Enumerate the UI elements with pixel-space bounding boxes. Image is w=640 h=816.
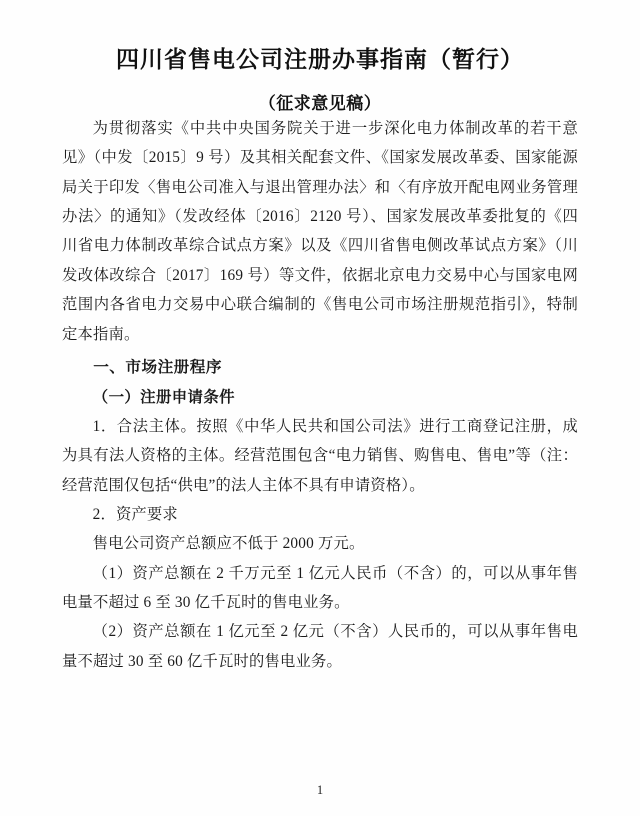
list-item: 1．合法主体。按照《中华人民共和国公司法》进行工商登记注册，成为具有法人资格的主体。经营范围包含“电力销售、购售电、售电”等（注：经营范围仅包括“供电”的法人主体不具有申请资格）。 [62,417,578,494]
page-subtitle: （征求意见稿） [258,94,382,114]
list-item: 售电公司资产总额应不低于 2000 万元。 [92,535,365,553]
list-item: （1）资产总额在 2 千万元至 1 亿元人民币（不含）的，可以从事年售电量不超过 6 至 30 亿千瓦时的售电业务。 [62,564,578,611]
page-number: 1 [316,783,324,797]
opening-paragraph: 为贯彻落实《中共中央国务院关于进一步深化电力体制改革的若干意见》（中发〔2015〕9 号）及其相关配套文件、《国家发展改革委、国家能源局关于印发〈售电公司准入与退出管理办法〉和〈有序放开配电网业务管理办法〉的通知》（发改经体〔2016〕2120 号）、国家发展改革委批复的《四川省电力体制改革综合试点方案》以及《四川省售电侧改革试点方案》（川发改体改综合〔2017〕169 号）等文件，依据北京电力交易中心与国家电网范围内各省电力交易中心联合编制的《售电公司市场注册规范指引》，特制定本指南。 [62,120,578,343]
list-item: （2）资产总额在 1 亿元至 2 亿元（不含）人民币的，可以从事年售电量不超过 30 至 60 亿千瓦时的售电业务。 [62,623,578,670]
subsection-heading-application-conditions: （一）注册申请条件 [92,388,235,406]
list-item: 2．资产要求 [92,505,178,523]
section-heading-market-registration: 一、市场注册程序 [93,358,222,376]
page-title: 四川省售电公司注册办事指南（暂行） [116,47,524,72]
